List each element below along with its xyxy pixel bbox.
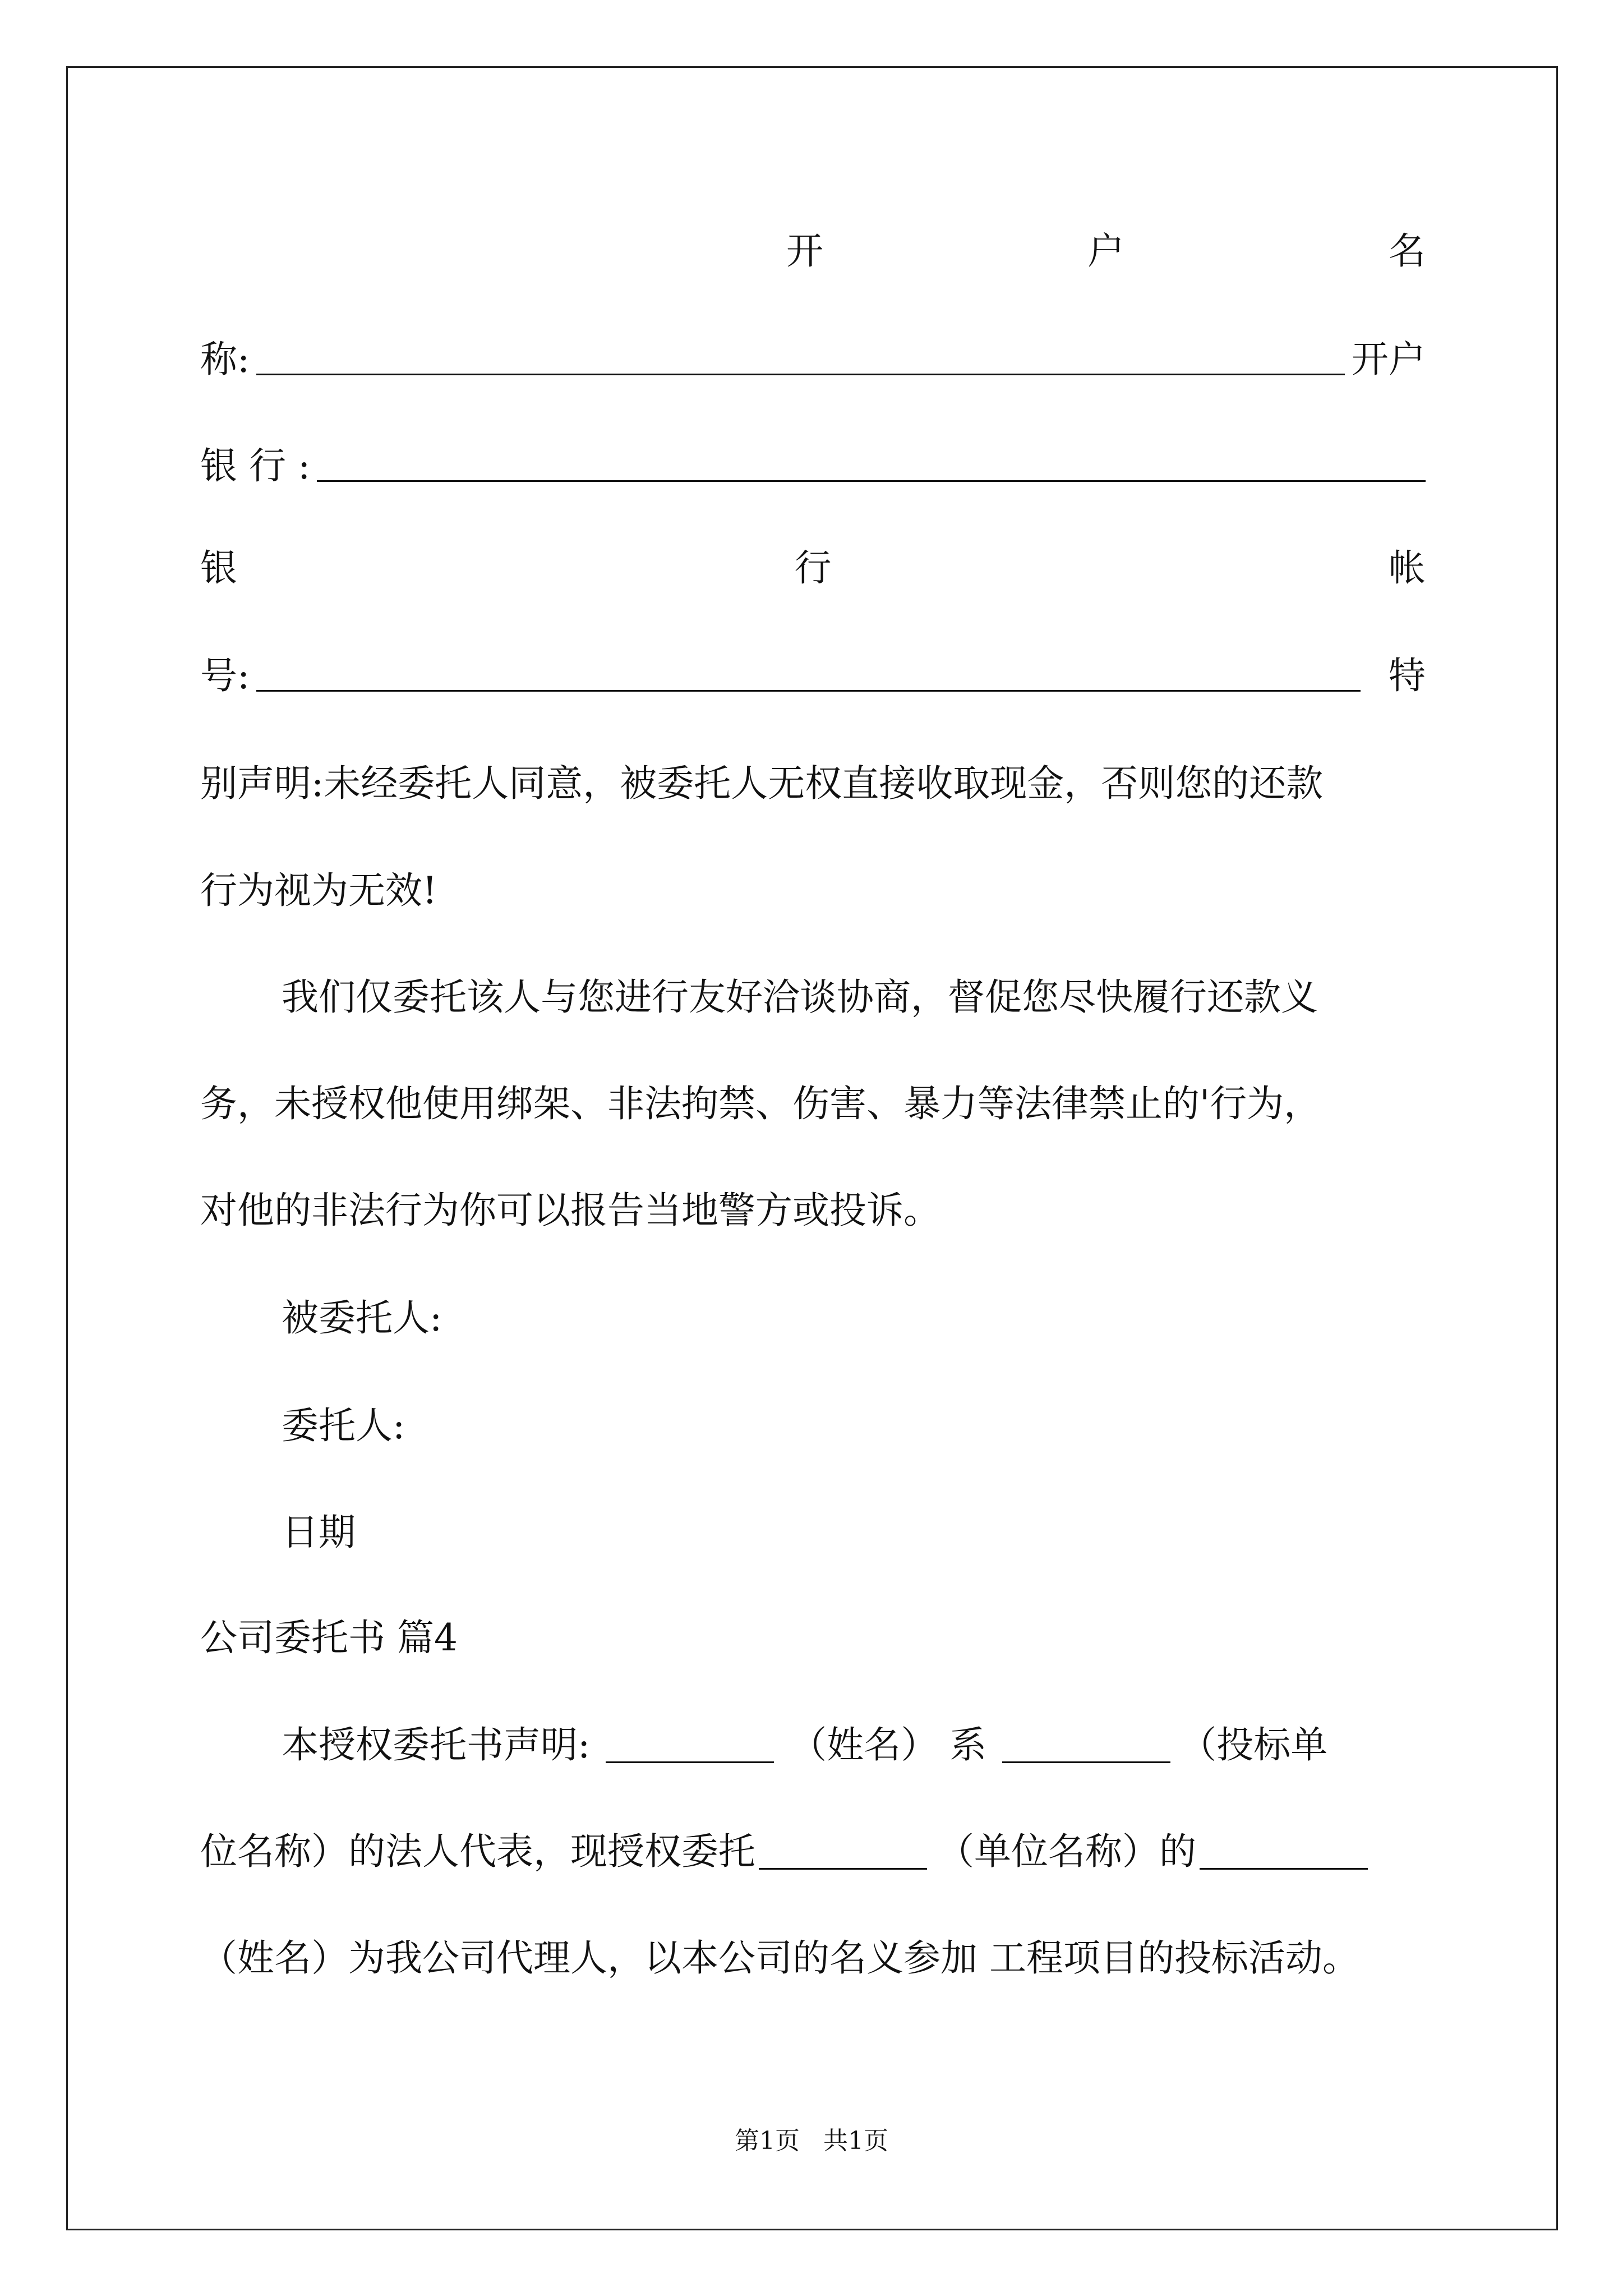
authorization-text: （单位名称）的 bbox=[937, 1830, 1196, 1873]
bank-blank[interactable] bbox=[317, 480, 1426, 482]
bank-label-start: 开户 bbox=[1352, 338, 1426, 381]
bank-field bbox=[200, 439, 1426, 493]
label-char: 帐 bbox=[1389, 546, 1426, 590]
account-number-label-spread bbox=[200, 541, 1426, 595]
page-footer bbox=[0, 2124, 1623, 2158]
account-name-field bbox=[200, 333, 1426, 386]
page-border bbox=[66, 66, 1558, 2230]
authorization-text: 位名称）的法人代表，现授权委托 bbox=[200, 1830, 755, 1873]
account-name-label-spread bbox=[786, 224, 1426, 278]
label-char: 开 bbox=[786, 229, 823, 273]
page-total: 共1页 bbox=[823, 2127, 888, 2155]
label-char: 行 bbox=[794, 546, 832, 590]
paragraph-line-1: 我们仅委托该人与您进行友好洽谈协商，督促您尽快履行还款义 bbox=[282, 976, 1318, 1019]
label-char: 户 bbox=[1087, 229, 1124, 273]
label-char: 名 bbox=[1389, 229, 1426, 273]
authorization-text: （投标单 bbox=[1179, 1723, 1328, 1766]
paragraph-line-3: 对他的非法行为你可以报告当地警方或投诉。 bbox=[200, 1189, 940, 1232]
account-name-blank[interactable] bbox=[256, 374, 1345, 375]
paragraph-line-2: 务，未授权他使用绑架、非法拘禁、伤害、暴力等法律禁止的'行为， bbox=[200, 1082, 1321, 1125]
authorization-text: （姓名） 系 bbox=[790, 1723, 987, 1766]
section-title: 公司委托书 篇4 bbox=[200, 1616, 458, 1659]
notice-line-1: 别声明:未经委托人同意，被委托人无权直接收取现金，否则您的还款 bbox=[200, 762, 1324, 805]
bank-label: 银 行 : bbox=[200, 444, 311, 487]
bidder-unit-blank[interactable] bbox=[1002, 1728, 1170, 1763]
principal-label: 委托人: bbox=[282, 1404, 405, 1447]
label-char: 银 bbox=[200, 546, 237, 590]
authorization-line-2 bbox=[200, 1825, 1426, 1879]
authorization-line-1 bbox=[282, 1718, 1426, 1772]
account-number-label-end: 号: bbox=[200, 654, 250, 697]
account-name-label-end: 称: bbox=[200, 338, 250, 381]
date-label: 日期 bbox=[282, 1511, 356, 1554]
authorization-text: 本授权委托书声明: bbox=[282, 1723, 591, 1766]
authorization-line-3: （姓名）为我公司代理人，以本公司的名义参加 工程项目的投标活动。 bbox=[200, 1936, 1359, 1980]
notice-label-start: 特 bbox=[1389, 654, 1426, 697]
account-number-blank[interactable] bbox=[256, 690, 1361, 692]
name-blank[interactable] bbox=[606, 1728, 774, 1763]
notice-line-2: 行为视为无效! bbox=[200, 869, 437, 912]
agent-name-blank[interactable] bbox=[1200, 1834, 1368, 1870]
entrusted-unit-blank[interactable] bbox=[759, 1834, 927, 1870]
account-number-field bbox=[200, 649, 1426, 703]
trustee-label: 被委托人: bbox=[282, 1296, 442, 1340]
page-number: 第1页 bbox=[735, 2127, 800, 2155]
